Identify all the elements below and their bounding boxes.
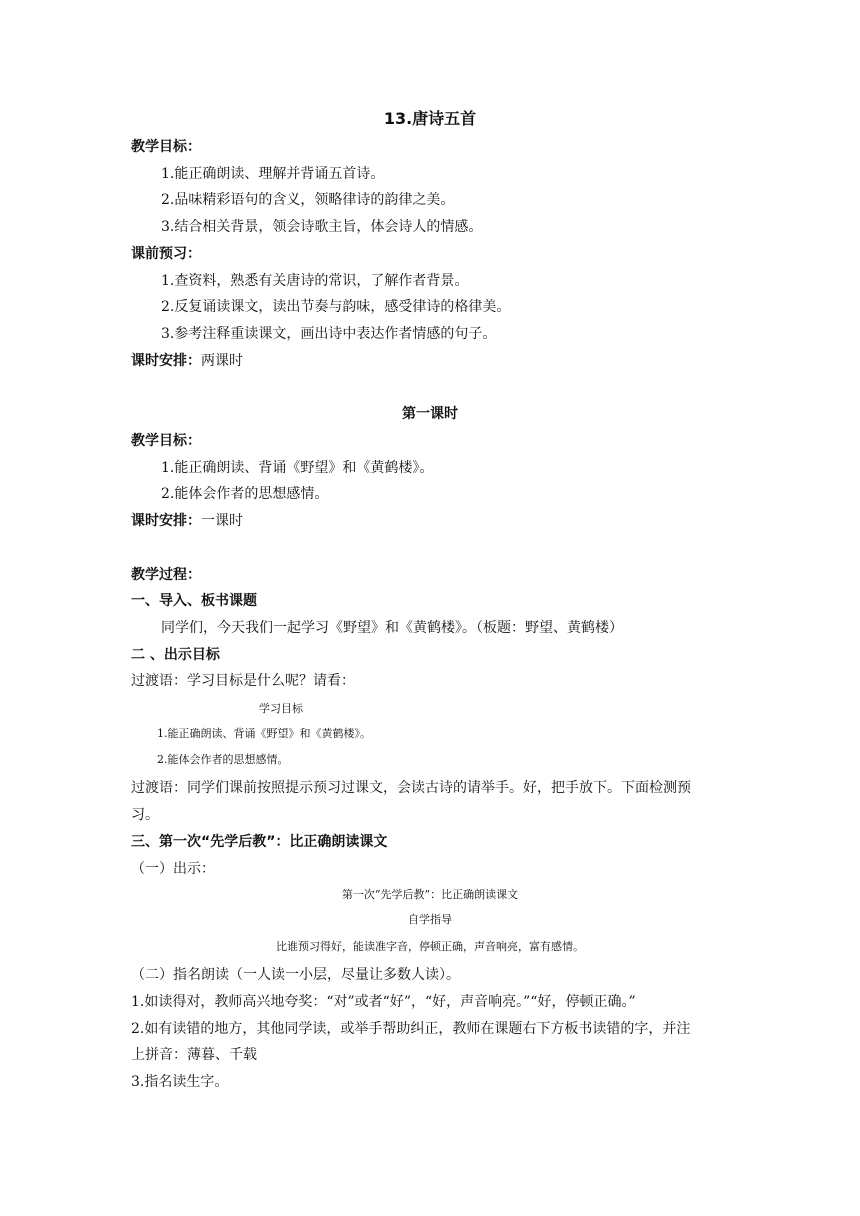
- schedule-value: 两课时: [201, 353, 243, 369]
- process-heading: 教学过程：: [131, 567, 201, 583]
- section1-heading: 一、导入、板书课题: [131, 593, 257, 609]
- section3-item: 2.如有读错的地方，其他同学读，或举手帮助纠正，教师在课题右下方板书读错的字，并注: [131, 1021, 691, 1037]
- lesson1-schedule-label: 课时安排：: [131, 513, 201, 529]
- document-title: 13.唐诗五首: [383, 109, 477, 128]
- goals-heading: 教学目标：: [131, 139, 201, 155]
- section2-transition2-line1: 过渡语：同学们课前按照提示预习过课文，会读古诗的请举手。好，把手放下。下面检测预: [131, 780, 691, 796]
- lesson1-schedule-line: [131, 511, 243, 531]
- guide-box-subtitle: 自学指导: [408, 913, 452, 926]
- lesson1-title: 第一课时: [402, 406, 458, 422]
- section2-transition: 过渡语：学习目标是什么呢？请看：: [131, 673, 355, 689]
- section3-sub1: （一）出示：: [131, 861, 215, 877]
- section3-item-continued: 上拼音：薄暮、千载: [131, 1047, 257, 1063]
- section3-item: 1.如读得对，教师高兴地夸奖：“对”或者“好”，“好，声音响亮。”“好，停顿正确。”: [131, 994, 636, 1010]
- section3-item: 3.指名读生字。: [131, 1074, 229, 1090]
- lesson1-goal-item: 1.能正确朗读、背诵《野望》和《黄鹤楼》。: [161, 460, 434, 476]
- preview-item: 1.查资料，熟悉有关唐诗的常识，了解作者背景。: [161, 273, 469, 289]
- schedule-label: 课时安排：: [131, 353, 201, 369]
- preview-heading: 课前预习：: [131, 246, 201, 262]
- goal-item: 1.能正确朗读、理解并背诵五首诗。: [161, 166, 385, 182]
- goal-item: 3.结合相关背景，领会诗歌主旨，体会诗人的情感。: [161, 219, 483, 235]
- guide-box-title: 第一次“先学后教”：比正确朗读课文: [341, 888, 519, 901]
- section2-transition2-line2: 习。: [131, 807, 159, 823]
- goals-box-title: 学习目标: [259, 702, 303, 715]
- goals-box-item: 1.能正确朗读、背诵《野望》和《黄鹤楼》。: [157, 727, 371, 740]
- goal-item: 2.品味精彩语句的含义，领略律诗的韵律之美。: [161, 192, 455, 208]
- preview-item: 3.参考注释重读课文，画出诗中表达作者情感的句子。: [161, 326, 497, 342]
- guide-box-text: 比谁预习得好，能读准字音，停顿正确，声音响亮，富有感情。: [276, 940, 584, 953]
- lesson1-goal-item: 2.能体会作者的思想感情。: [161, 486, 329, 502]
- lesson1-schedule-value: 一课时: [201, 513, 243, 529]
- section3-sub2: （二）指名朗读（一人读一小层，尽量让多数人读）。: [131, 967, 460, 983]
- section2-heading: 二 、出示目标: [131, 647, 220, 663]
- lesson1-goals-heading: 教学目标：: [131, 433, 201, 449]
- goals-box-item: 2.能体会作者的思想感情。: [157, 753, 289, 766]
- section1-text: 同学们，今天我们一起学习《野望》和《黄鹤楼》。（板题：野望、黄鹤楼）: [161, 620, 623, 636]
- preview-item: 2.反复诵读课文，读出节奏与韵味，感受律诗的格律美。: [161, 299, 511, 315]
- section3-heading: 三、第一次“先学后教”：比正确朗读课文: [131, 834, 388, 850]
- schedule-line: [131, 351, 243, 371]
